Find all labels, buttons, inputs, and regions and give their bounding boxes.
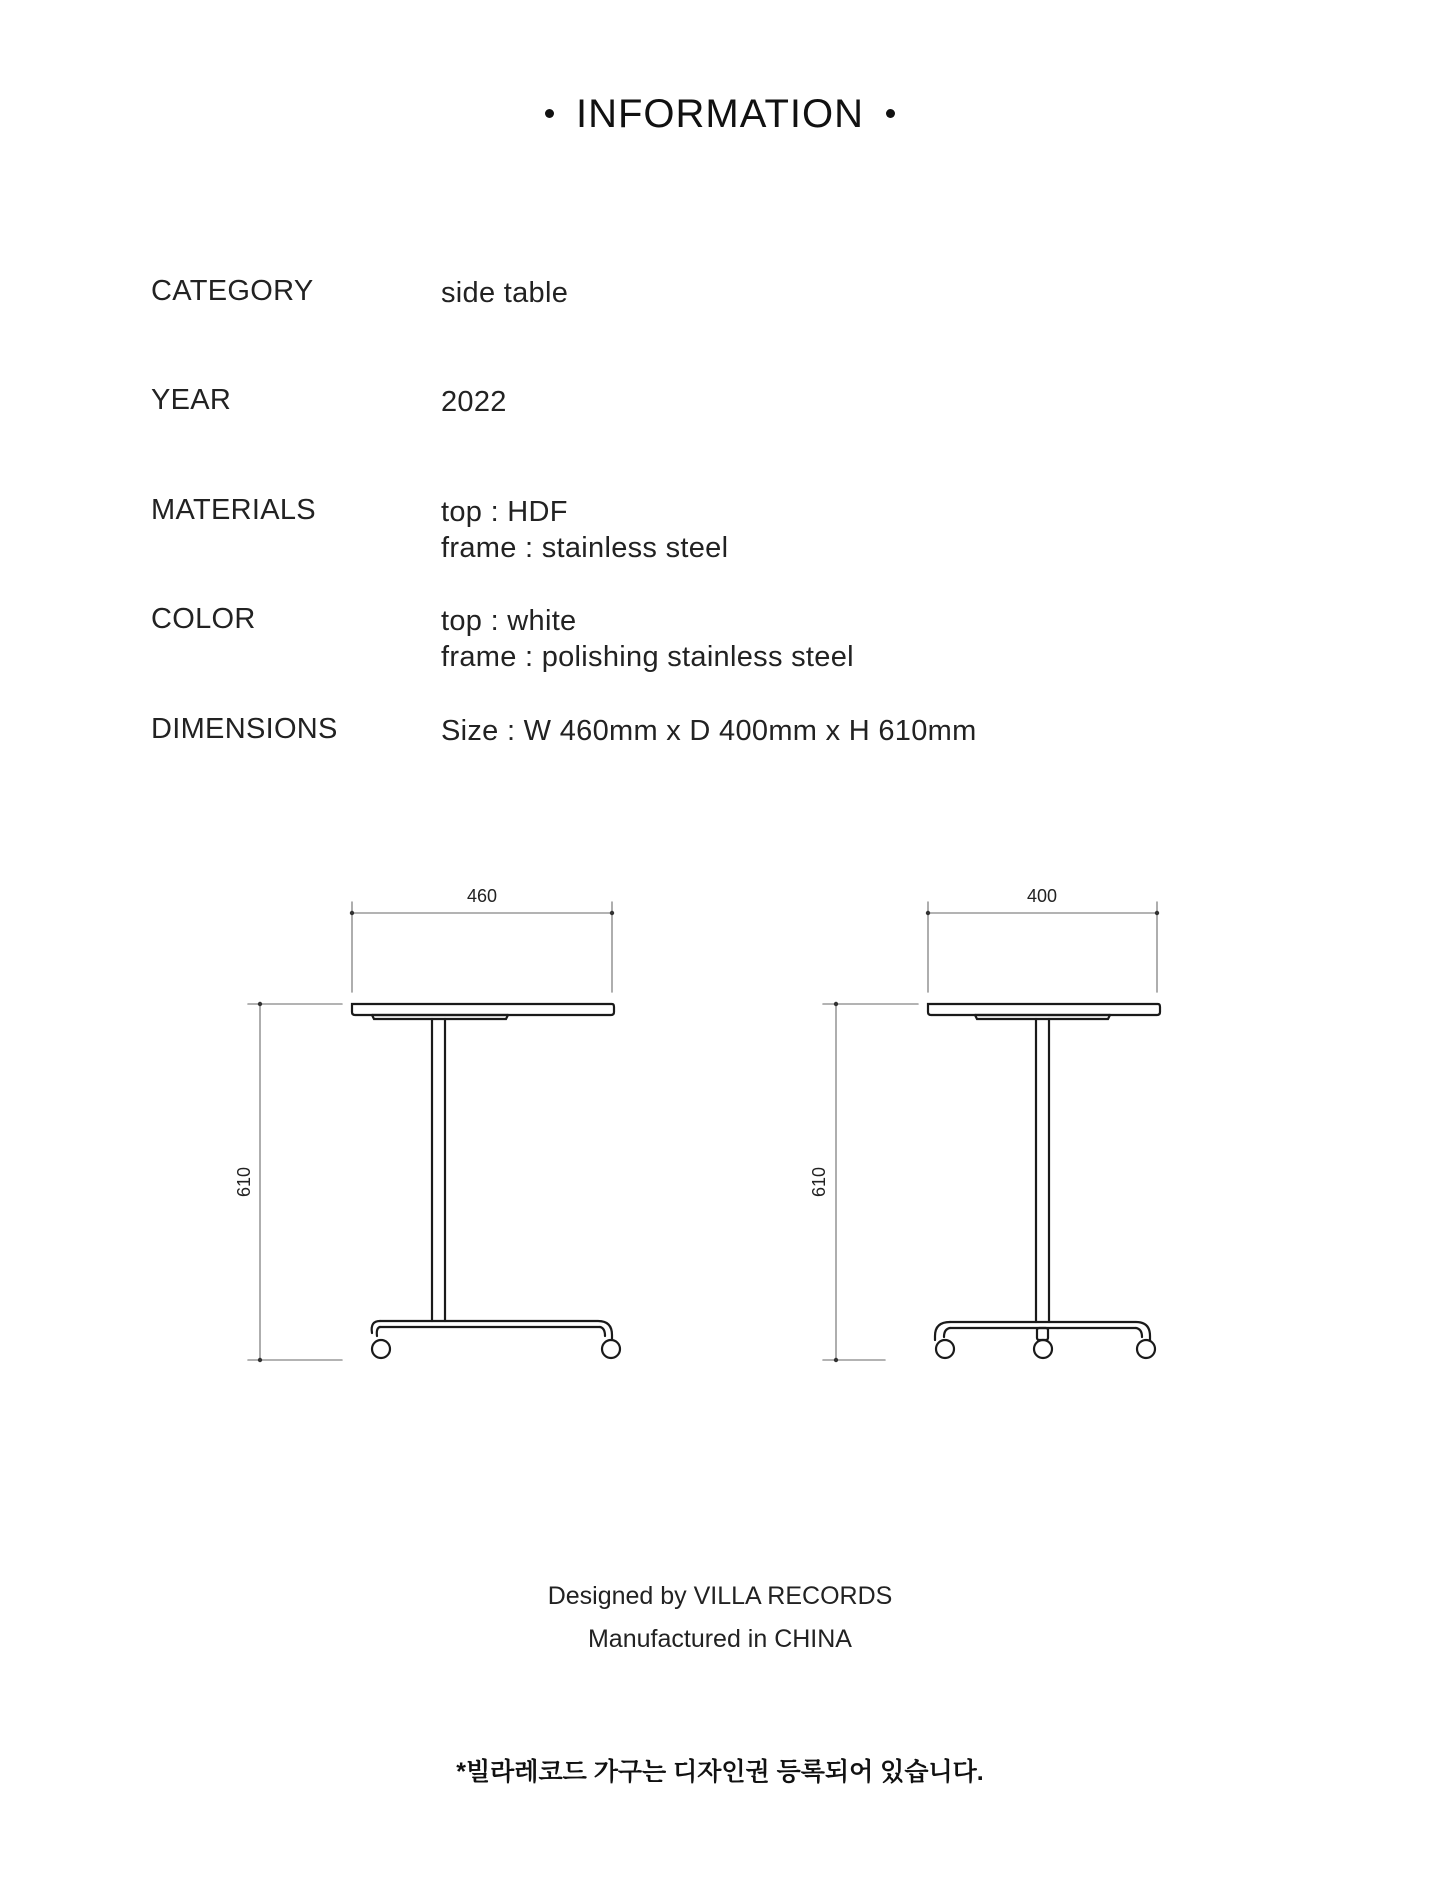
design-registration-note: *빌라레코드 가구는 디자인권 등록되어 있습니다. [456, 1758, 984, 1786]
spec-value-line: frame : polishing stainless steel [441, 641, 854, 673]
side-height-label: 610 [809, 1166, 829, 1198]
front-height-label: 610 [234, 1166, 254, 1198]
spec-value-line: Size : W 460mm x D 400mm x H 610mm [441, 715, 977, 747]
front-width-label: 460 [466, 886, 498, 906]
spec-value-line: 2022 [441, 386, 507, 418]
designer-credit: Designed by VILLA RECORDS [547, 1582, 893, 1610]
side-width-label: 400 [1026, 886, 1058, 906]
manufacture-origin: Manufactured in CHINA [587, 1625, 852, 1653]
dimension-tick [610, 911, 614, 915]
front-table-outline [352, 1004, 620, 1358]
spec-label-materials: MATERIALS [151, 494, 316, 526]
spec-label-dimensions: DIMENSIONS [151, 713, 338, 745]
spec-value-line: top : HDF [441, 496, 568, 528]
side-height-dimension [823, 1004, 918, 1360]
side-view-drawing [809, 886, 1160, 1362]
spec-label-category: CATEGORY [151, 275, 314, 307]
spec-value-line: top : white [441, 605, 577, 637]
dimension-tick [350, 911, 354, 915]
front-view-drawing [234, 886, 620, 1362]
dimension-tick [258, 1358, 262, 1362]
dimension-tick [1155, 911, 1159, 915]
dimension-tick [258, 1002, 262, 1006]
dimension-tick [926, 911, 930, 915]
side-width-dimension [928, 902, 1157, 992]
spec-value-line: side table [441, 277, 569, 309]
spec-label-color: COLOR [151, 603, 256, 635]
spec-value-line: frame : stainless steel [441, 532, 729, 564]
side-table-outline [928, 1004, 1160, 1358]
front-height-dimension [248, 1004, 342, 1360]
spec-label-year: YEAR [151, 384, 232, 416]
dimension-tick [834, 1358, 838, 1362]
title-text: INFORMATION [575, 92, 864, 136]
dimension-tick [834, 1002, 838, 1006]
front-width-dimension [352, 902, 612, 992]
